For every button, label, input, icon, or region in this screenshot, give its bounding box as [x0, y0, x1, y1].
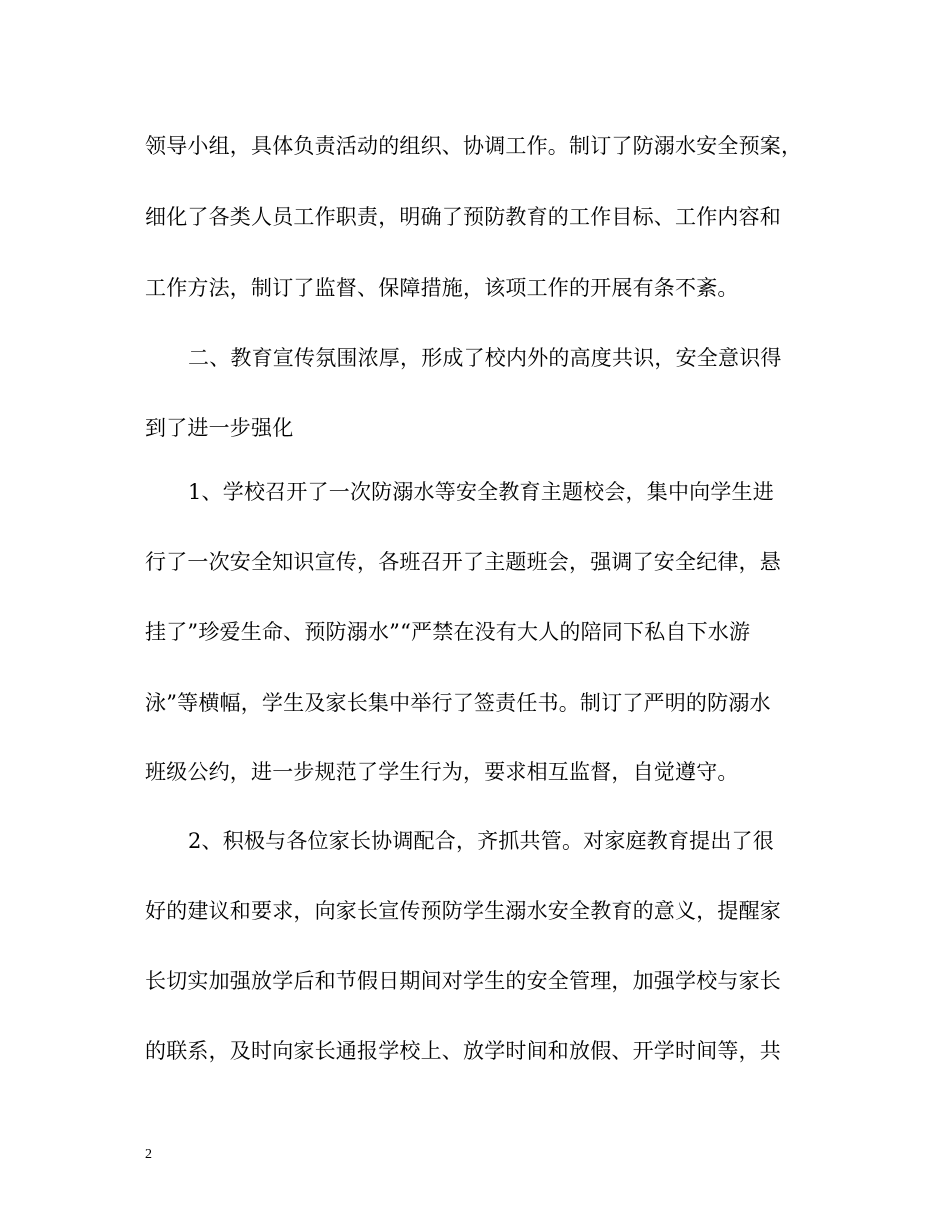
text-line-3: 工作方法，制订了监督、保障措施，该项工作的开展有条不紊。: [145, 276, 739, 300]
text-line-12: 好的建议和要求，向家长宣传预防学生溺水安全教育的意义，提醒家: [145, 899, 781, 923]
text-line-9: 泳”等横幅，学生及家长集中举行了签责任书。制订了严明的防溺水: [145, 691, 771, 715]
text-line-8: 挂了”珍爱生命、预防溺水”“严禁在没有大人的陪同下私自下水游: [145, 620, 751, 644]
text-line-11: 2、积极与各位家长协调配合，齐抓共管。对家庭教育提出了很: [188, 829, 774, 853]
page-number: 2: [145, 1147, 152, 1162]
text-line-6: 1、学校召开了一次防溺水等安全教育主题校会，集中向学生进: [188, 480, 774, 504]
text-line-1: 领导小组，具体负责活动的组织、协调工作。制订了防溺水安全预案，: [145, 134, 803, 158]
text-line-2: 细化了各类人员工作职责，明确了预防教育的工作目标、工作内容和: [145, 205, 781, 229]
text-line-4: 二、教育宣传氛围浓厚，形成了校内外的高度共识，安全意识得: [188, 346, 782, 370]
text-line-14: 的联系，及时向家长通报学校上、放学时间和放假、开学时间等，共: [145, 1039, 781, 1063]
text-line-5: 到了进一步强化: [145, 416, 294, 440]
text-line-10: 班级公约，进一步规范了学生行为，要求相互监督，自觉遵守。: [145, 760, 739, 784]
text-line-13: 长切实加强放学后和节假日期间对学生的安全管理，加强学校与家长: [145, 969, 781, 993]
text-line-7: 行了一次安全知识宣传，各班召开了主题班会，强调了安全纪律，悬: [145, 550, 781, 574]
